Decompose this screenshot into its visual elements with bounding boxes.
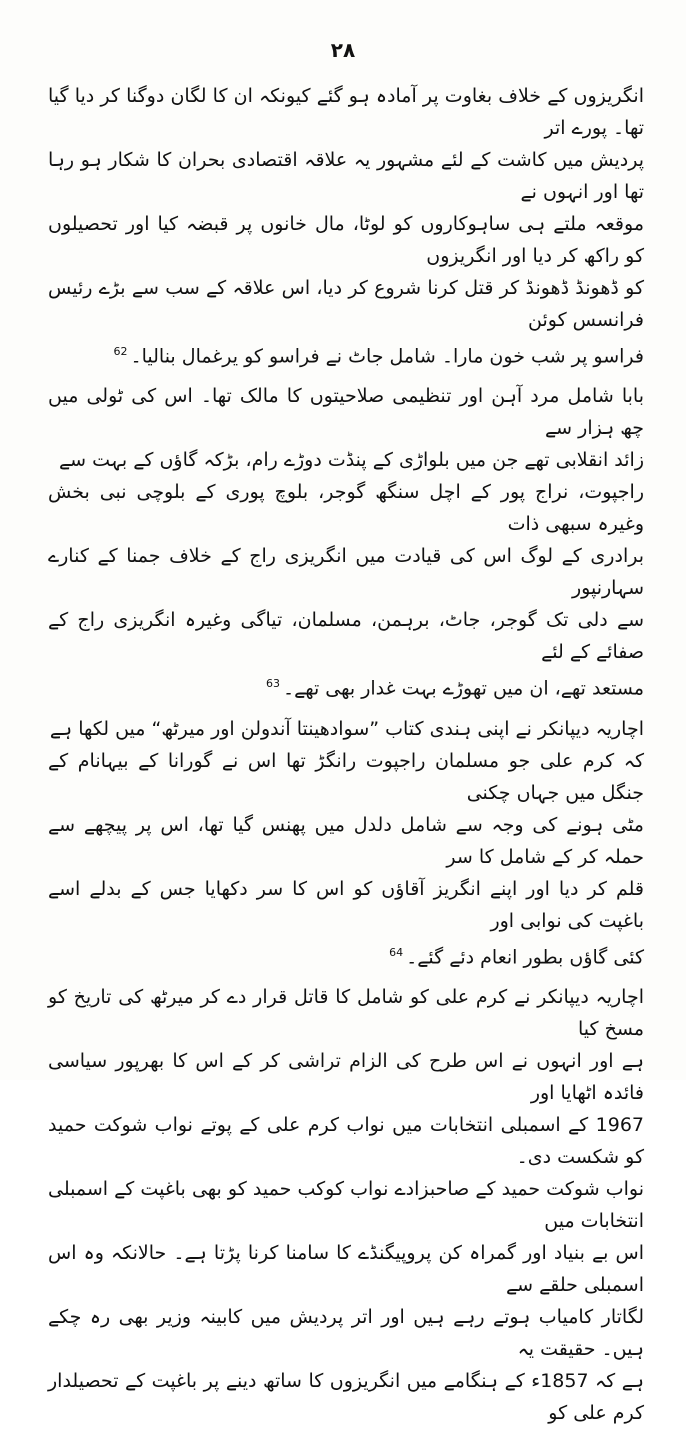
paragraph-3	[48, 713, 644, 973]
paragraph-1	[48, 80, 644, 372]
text-line: بابا شامل مرد آہن اور تنظیمی صلاحیتوں کا مالک تھا۔ اس کی ٹولی میں چھ ہزار سے	[48, 385, 644, 440]
text-line: سے دلی تک گوجر، جاٹ، برہمن، مسلمان، تیاگی وغیرہ انگریزی راج کے صفائے کے لئے	[48, 609, 644, 664]
footnote-marker: 63	[265, 677, 280, 691]
text-line: کہ کرم علی جو مسلمان راجپوت رانگڑ تھا اس نے گورانا کے بیہانام کے جنگل میں جہاں چکنی	[48, 749, 644, 804]
footnote-marker: 62	[113, 345, 128, 358]
text-line: زائد انقلابی تھے جن میں بلواڑی کے پنڈت دوڑے رام، بڑکہ گاؤں کے بہت سے	[59, 449, 644, 472]
line-text: کئی گاؤں بطور انعام دئے گئے۔	[406, 945, 644, 968]
text-line: برادری کے لوگ اس کی قیادت میں انگریزی راج کے خلاف جمنا کے کنارے سہارنپور	[48, 545, 644, 600]
text-line: اچاریہ دیپانکر نے کرم علی کو شامل کا قاتل قرار دے کر میرٹھ کی تاریخ کو مسخ کیا	[48, 985, 644, 1040]
text-line	[48, 668, 644, 704]
line-text: فراسو پر شب خون مارا۔ شامل جاٹ نے فراسو کو یرغمال بنالیا۔	[130, 345, 644, 368]
text-line: لگاتار کامیاب ہوتے رہے ہیں اور اتر پردیش میں کابینہ وزیر بھی رہ چکے ہیں۔ حقیقت یہ	[48, 1305, 644, 1360]
text-line: اس بے بنیاد اور گمراہ کن پروپیگنڈے کا سامنا کرنا پڑتا ہے۔ حالانکہ وہ اس اسمبلی حلقے سے	[48, 1241, 644, 1296]
page-body	[48, 80, 644, 1437]
text-line: ہے اور انہوں نے اس طرح کی الزام تراشی کر کے اس کا بھرپور سیاسی فائدہ اٹھایا اور	[48, 1049, 644, 1104]
text-line: نواب شوکت حمید کے صاحبزادے نواب کوکب حمید کو بھی باغپت کے اسمبلی انتخابات میں	[48, 1177, 644, 1232]
text-line	[48, 937, 644, 973]
text-line: راجپوت، نراج پور کے اچل سنگھ گوجر، بلوچ پوری کے بلوچی نبی بخش وغیرہ سبھی ذات	[48, 481, 644, 536]
text-line: پردیش میں کاشت کے لئے مشہور یہ علاقہ اقتصادی بحران کا شکار ہو رہا تھا اور انہوں نے	[48, 149, 644, 203]
text-line	[48, 336, 644, 372]
text-line: 1967 کے اسمبلی انتخابات میں نواب کرم علی کے پوتے نواب شوکت حمید کو شکست دی۔	[48, 1113, 644, 1168]
text-line: انگریزوں کے خلاف بغاوت پر آمادہ ہو گئے کیونکہ ان کا لگان دوگنا کر دیا گیا تھا۔ پورے اتر	[48, 85, 644, 139]
text-line: موقعہ ملتے ہی ساہوکاروں کو لوٹا، مال خانوں پر قبضہ کیا اور تحصیلوں کو راکھ کر دیا اور انگریزوں	[48, 213, 644, 267]
paragraph-2	[48, 380, 644, 704]
text-line: قلم کر دیا اور اپنے انگریز آقاؤں کو اس کا سر دکھایا جس کے بدلے اسے باغپت کی نوابی اور	[48, 877, 644, 932]
line-text: مستعد تھے، ان میں تھوڑے بہت غدار بھی تھے۔	[282, 677, 644, 700]
footnote-marker: 64	[389, 945, 404, 959]
text-line: اچاریہ دیپانکر نے اپنی ہندی کتاب ”سوادھینتا آندولن اور میرٹھ“ میں لکھا ہے	[49, 717, 644, 740]
text-line: ہے کہ 1857ء کے ہنگامے میں انگریزوں کا ساتھ دینے پر باغپت کے تحصیلدار کرم علی کو	[48, 1369, 644, 1424]
text-line: کو ڈھونڈ ڈھونڈ کر قتل کرنا شروع کر دیا، اس علاقہ کے سب سے بڑے رئیس فرانسس کوئن	[48, 277, 644, 331]
text-line: مٹی ہونے کی وجہ سے شامل دلدل میں پھنس گیا تھا، اس پر پیچھے سے حملہ کر کے شامل کا سر	[48, 813, 644, 868]
page-number: ۲۸	[330, 38, 356, 62]
paragraph-4	[48, 981, 644, 1429]
